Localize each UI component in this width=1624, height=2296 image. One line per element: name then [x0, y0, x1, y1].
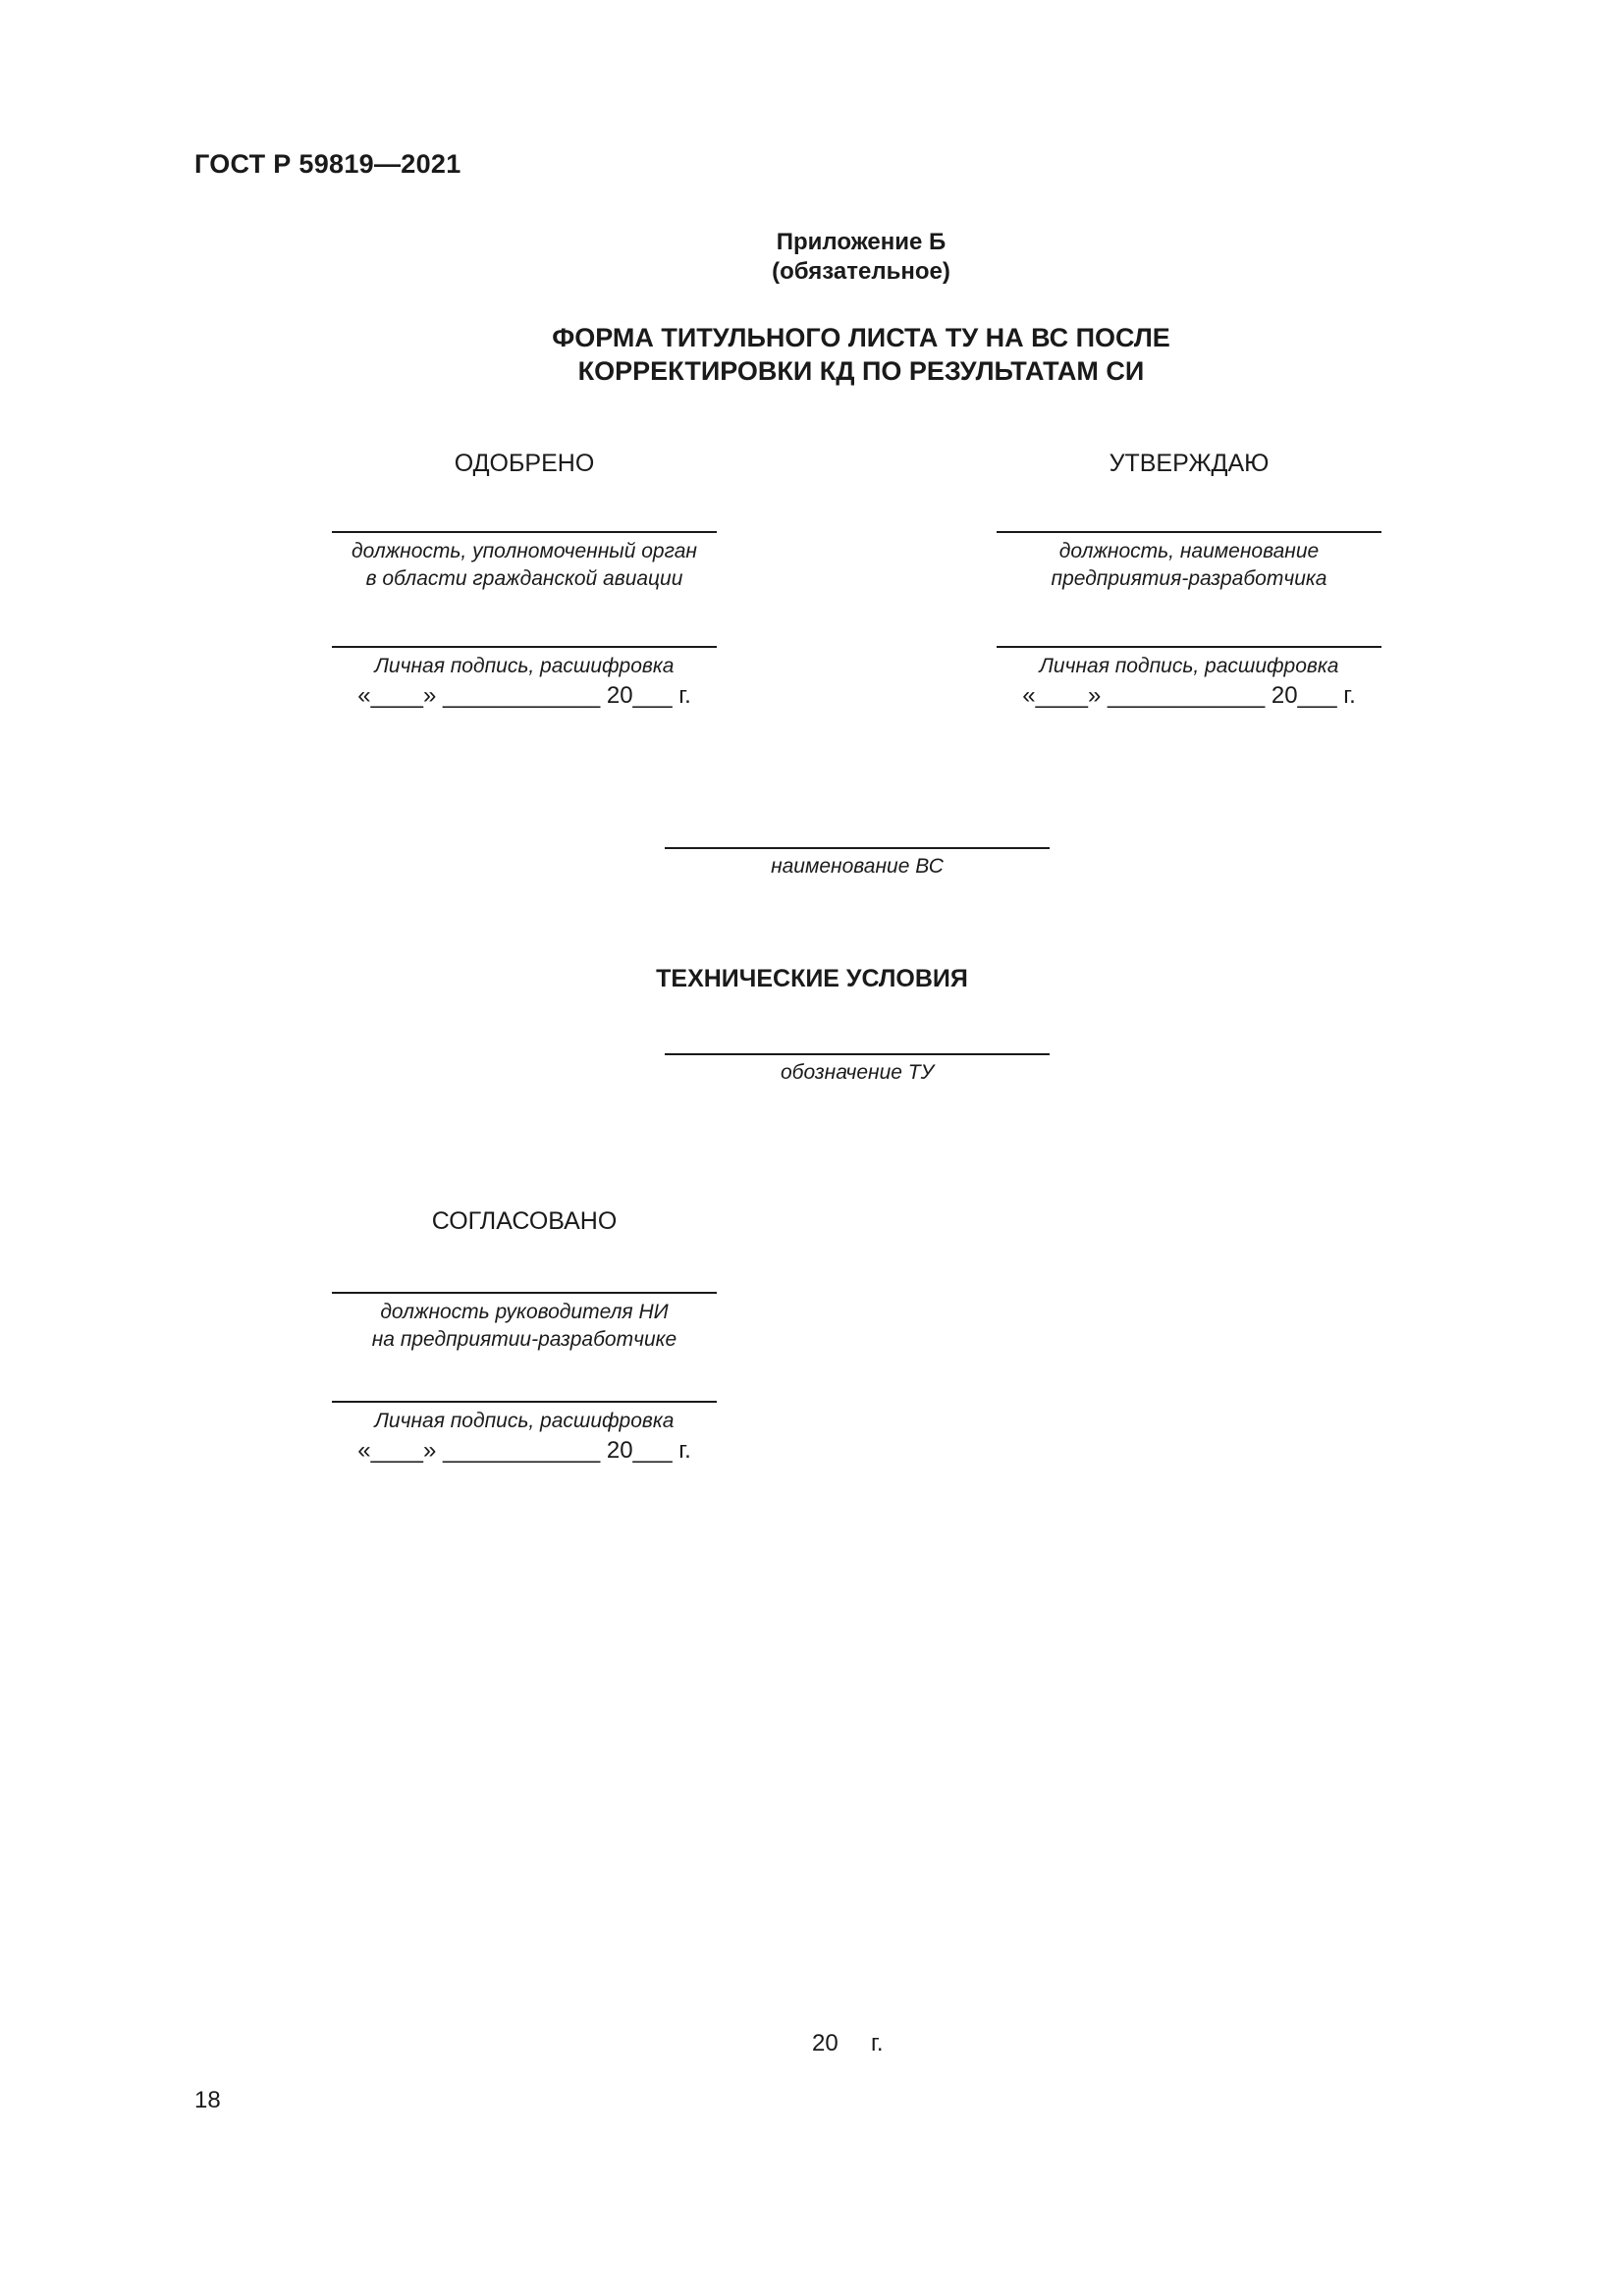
approved-signature-line: [332, 646, 717, 648]
approved-position-block: [332, 531, 717, 593]
form-title-line-2: КОРРЕКТИРОВКИ КД ПО РЕЗУЛЬТАТАМ СИ: [577, 356, 1145, 386]
confirm-signature-line: [997, 646, 1381, 648]
agreed-position-caption-1: должность руководителя НИ: [380, 1301, 669, 1323]
page-number: 18: [194, 2087, 221, 2113]
approved-heading: ОДОБРЕНО: [454, 450, 595, 477]
agreed-position-block: [332, 1292, 717, 1354]
approved-position-caption-1: должность, уполномоченный орган: [352, 540, 697, 562]
agreed-signature-block: [332, 1401, 717, 1465]
agreed-signature-line: [332, 1401, 717, 1403]
confirm-position-block: [997, 531, 1381, 593]
document-code: ГОСТ Р 59819—2021: [194, 149, 461, 179]
aircraft-name-block: [665, 847, 1050, 879]
confirm-position-line: [997, 531, 1381, 533]
approved-signature-caption: Личная подпись, расшифровка: [374, 655, 675, 677]
approved-date: «____» ____________ 20___ г.: [357, 682, 691, 709]
technical-conditions-title: ТЕХНИЧЕСКИЕ УСЛОВИЯ: [656, 965, 968, 992]
aircraft-name-line: [665, 847, 1050, 849]
confirm-heading: УТВЕРЖДАЮ: [1109, 450, 1270, 477]
footer-year: 20 г.: [812, 2030, 884, 2056]
confirm-signature-caption: Личная подпись, расшифровка: [1039, 655, 1339, 677]
tu-designation-block: [665, 1053, 1050, 1085]
appendix-label: Приложение Б: [776, 229, 947, 255]
approved-position-line: [332, 531, 717, 533]
confirm-position-caption-1: должность, наименование: [1058, 540, 1320, 562]
confirm-position-caption-2: предприятия-разработчика: [1051, 567, 1327, 590]
tu-designation-line: [665, 1053, 1050, 1055]
tu-designation-caption: обозначение ТУ: [780, 1061, 935, 1084]
approved-signature-block: [332, 646, 717, 710]
confirm-date: «____» ____________ 20___ г.: [1022, 682, 1356, 709]
confirm-signature-block: [997, 646, 1381, 710]
aircraft-name-caption: наименование ВС: [771, 855, 944, 878]
form-title: [419, 321, 1303, 388]
appendix-heading: [665, 228, 1057, 287]
agreed-position-line: [332, 1292, 717, 1294]
agreed-date: «____» ____________ 20___ г.: [357, 1437, 691, 1464]
appendix-type: (обязательное): [772, 258, 950, 285]
form-title-line-1: ФОРМА ТИТУЛЬНОГО ЛИСТА ТУ НА ВС ПОСЛЕ: [552, 323, 1170, 352]
agreed-position-caption-2: на предприятии-разработчике: [371, 1328, 677, 1351]
approved-position-caption-2: в области гражданской авиации: [365, 567, 683, 590]
agreed-signature-caption: Личная подпись, расшифровка: [374, 1410, 675, 1432]
agreed-heading: СОГЛАСОВАНО: [431, 1207, 618, 1235]
